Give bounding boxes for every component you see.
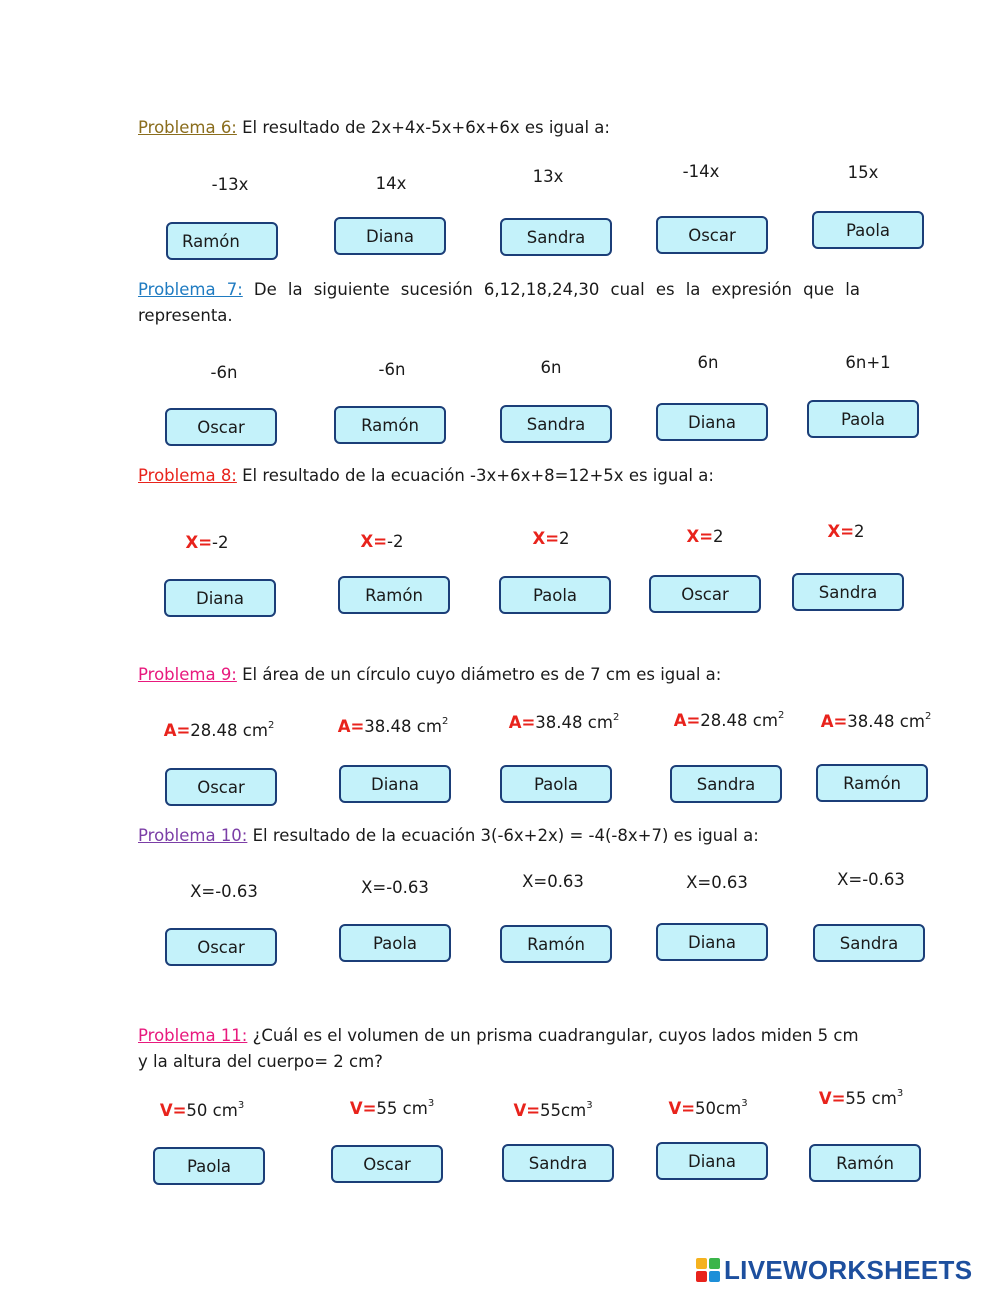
problem-10-text: El resultado de la ecuación 3(-6x+2x) = -4(-8x+7) es igual a: xyxy=(247,826,759,845)
problem-6-option-sandra[interactable]: Sandra xyxy=(500,218,612,256)
problem-6-answer-1: -13x xyxy=(211,175,249,194)
problem-7-answer-3: 6n xyxy=(540,358,562,377)
problem-8-option-ramon[interactable]: Ramón xyxy=(338,576,450,614)
problem-10-answer-5: X=-0.63 xyxy=(837,870,905,889)
problem-7-answer-2: -6n xyxy=(378,360,406,379)
problem-6-option-ramon[interactable]: Ramón xyxy=(166,222,278,260)
problem-10-option-sandra[interactable]: Sandra xyxy=(813,924,925,962)
problem-8-answer-3: X=2 xyxy=(532,529,570,548)
problem-8-answer-2: X=-2 xyxy=(360,532,404,551)
problem-9-answer-1: A=28.48 $cm^2$ xyxy=(163,719,275,740)
problem-6-label: Problema 6: xyxy=(138,118,237,137)
problem-10-option-diana[interactable]: Diana xyxy=(656,923,768,961)
problem-8-question xyxy=(138,463,860,489)
problem-11-answer-2: V=55 $cm^3$ xyxy=(349,1097,435,1118)
problem-8-label: Problema 8: xyxy=(138,466,237,485)
problem-7-option-oscar[interactable]: Oscar xyxy=(165,408,277,446)
problem-7-label: Problema 7: xyxy=(138,280,243,299)
problem-8-answer-5: X=2 xyxy=(827,522,865,541)
problem-8-option-diana[interactable]: Diana xyxy=(164,579,276,617)
problem-10-answer-4: X=0.63 xyxy=(686,873,748,892)
problem-10-label: Problema 10: xyxy=(138,826,248,845)
problem-9-question xyxy=(138,662,860,688)
liveworksheets-logo[interactable] xyxy=(696,1255,972,1285)
problem-9-answer-5: A=38.48 $cm^2$ xyxy=(820,710,932,731)
problem-7-option-sandra[interactable]: Sandra xyxy=(500,405,612,443)
problem-9-option-paola[interactable]: Paola xyxy=(500,765,612,803)
liveworksheets-logo-icon xyxy=(696,1258,720,1282)
problem-6-answer-5: 15x xyxy=(847,163,879,182)
problem-6-answer-2: 14x xyxy=(375,174,407,193)
problem-8-text: El resultado de la ecuación -3x+6x+8=12+5x es igual a: xyxy=(236,466,714,485)
problem-6-option-oscar[interactable]: Oscar xyxy=(656,216,768,254)
problem-10-answer-3: X=0.63 xyxy=(522,872,584,891)
problem-11-label: Problema 11: xyxy=(138,1026,248,1045)
problem-11-answer-1: V=50 $cm^3$ xyxy=(159,1099,245,1120)
problem-7-option-paola[interactable]: Paola xyxy=(807,400,919,438)
problem-11-text: ¿Cuál es el volumen de un prisma cuadrangular, cuyos lados miden 5 cm y la altura del cuerpo= 2 cm? xyxy=(138,1026,859,1071)
problem-7-question xyxy=(138,277,860,329)
problem-9-option-ramon[interactable]: Ramón xyxy=(816,764,928,802)
problem-7-answer-1: -6n xyxy=(210,363,238,382)
problem-11-answer-5: V=55 $cm^3$ xyxy=(818,1087,904,1108)
problem-10-answer-2: X=-0.63 xyxy=(361,878,429,897)
problem-9-option-sandra[interactable]: Sandra xyxy=(670,765,782,803)
problem-7-option-diana[interactable]: Diana xyxy=(656,403,768,441)
problem-7-answer-5: 6n+1 xyxy=(845,353,891,372)
problem-6-option-paola[interactable]: Paola xyxy=(812,211,924,249)
problem-8-answer-1: X=-2 xyxy=(185,533,229,552)
problem-9-text: El área de un círculo cuyo diámetro es de 7 cm es igual a: xyxy=(236,665,722,684)
problem-8-option-sandra[interactable]: Sandra xyxy=(792,573,904,611)
problem-8-answer-4: X=2 xyxy=(686,527,724,546)
problem-6-answer-3: 13x xyxy=(532,167,564,186)
problem-7-answer-4: 6n xyxy=(697,353,719,372)
problem-10-option-ramon[interactable]: Ramón xyxy=(500,925,612,963)
brand-name: LIVEWORKSHEETS xyxy=(724,1254,973,1285)
problem-8-option-paola[interactable]: Paola xyxy=(499,576,611,614)
problem-11-option-diana[interactable]: Diana xyxy=(656,1142,768,1180)
problem-11-question xyxy=(138,1023,860,1075)
problem-7-text: De la siguiente sucesión 6,12,18,24,30 cual es la expresión que la representa. xyxy=(138,280,860,325)
problem-9-option-oscar[interactable]: Oscar xyxy=(165,768,277,806)
problem-6-question xyxy=(138,115,860,141)
problem-7-option-ramon[interactable]: Ramón xyxy=(334,406,446,444)
problem-6-text: El resultado de 2x+4x-5x+6x+6x es igual a: xyxy=(236,118,610,137)
problem-6-option-diana[interactable]: Diana xyxy=(334,217,446,255)
problem-11-option-ramon[interactable]: Ramón xyxy=(809,1144,921,1182)
problem-9-option-diana[interactable]: Diana xyxy=(339,765,451,803)
problem-9-label: Problema 9: xyxy=(138,665,237,684)
problem-6-answer-4: -14x xyxy=(682,162,720,181)
problem-9-answer-4: A=28.48 $cm^2$ xyxy=(673,709,785,730)
problem-9-answer-3: A=38.48 $cm^2$ xyxy=(508,711,620,732)
problem-10-option-oscar[interactable]: Oscar xyxy=(165,928,277,966)
problem-8-option-oscar[interactable]: Oscar xyxy=(649,575,761,613)
problem-11-option-sandra[interactable]: Sandra xyxy=(502,1144,614,1182)
problem-11-option-oscar[interactable]: Oscar xyxy=(331,1145,443,1183)
problem-11-answer-3: $V=55cm^3$ xyxy=(513,1099,593,1120)
problem-10-question xyxy=(138,823,860,849)
problem-11-answer-4: $V=50cm^3$ xyxy=(668,1097,748,1118)
problem-10-answer-1: X=-0.63 xyxy=(190,882,258,901)
problem-9-answer-2: A=38.48 $cm^2$ xyxy=(337,715,449,736)
problem-11-option-paola[interactable]: Paola xyxy=(153,1147,265,1185)
problem-10-option-paola[interactable]: Paola xyxy=(339,924,451,962)
